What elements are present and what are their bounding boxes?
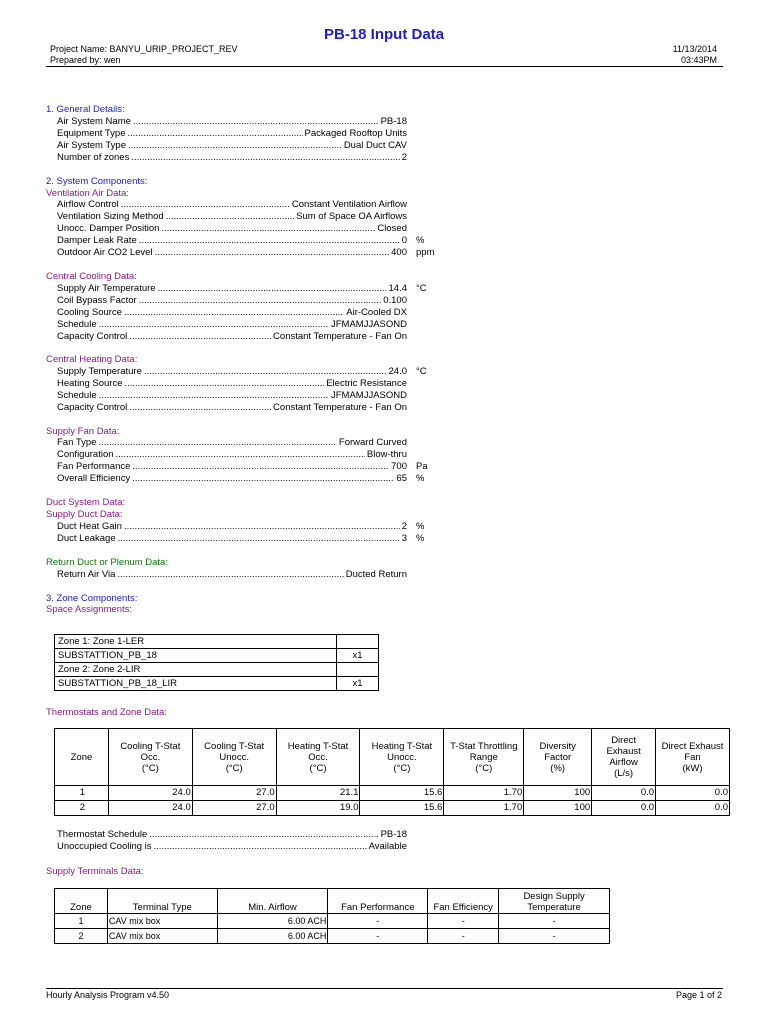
dot-leader xyxy=(131,152,399,164)
column-header xyxy=(328,889,428,914)
field-row xyxy=(57,211,407,223)
field-value: Sum of Space OA Airflows xyxy=(296,211,407,222)
dot-leader xyxy=(124,307,344,319)
column-header-line: (°C) xyxy=(309,762,327,774)
table-cell: 1.70 xyxy=(444,801,524,816)
field-value: 0.100 xyxy=(383,295,407,306)
table-cell: - xyxy=(499,914,610,929)
table-cell: 24.0 xyxy=(108,801,192,816)
column-header-line: Diversity xyxy=(539,740,576,752)
table-cell: 0.0 xyxy=(592,786,656,801)
table-cell: 6.00 ACH xyxy=(217,929,328,944)
table-row xyxy=(55,914,610,929)
field-row xyxy=(57,521,407,533)
field-row xyxy=(57,569,407,581)
project-name: Project Name: BANYU_URIP_PROJECT_REV xyxy=(50,44,238,54)
field-value: 400 xyxy=(391,247,407,258)
column-header-line: Fan xyxy=(684,751,701,763)
column-header-line: Range xyxy=(469,751,498,763)
column-header xyxy=(592,729,656,786)
field-label: Airflow Control xyxy=(57,199,119,210)
column-header-line: Exhaust xyxy=(606,746,641,757)
column-header xyxy=(192,729,276,786)
field-label: Ventilation Sizing Method xyxy=(57,211,164,222)
field-unit: % xyxy=(416,473,425,484)
field-label: Damper Leak Rate xyxy=(57,235,137,246)
terminal-heading: Supply Terminals Data: xyxy=(46,866,144,877)
space-assignments-heading: Space Assignments: xyxy=(46,604,133,615)
field-row xyxy=(57,390,407,402)
table-cell: 0.0 xyxy=(656,786,730,801)
field-row xyxy=(57,223,407,235)
dot-leader xyxy=(149,829,378,841)
program-version: Hourly Analysis Program v4.50 xyxy=(46,990,170,1000)
field-row xyxy=(57,461,407,473)
table-cell: 1 xyxy=(55,786,109,801)
field-row xyxy=(57,473,407,485)
field-value: 2 xyxy=(401,521,407,532)
field-value: Forward Curved xyxy=(338,437,407,448)
field-row xyxy=(57,152,407,164)
field-value: 65 xyxy=(396,473,407,484)
field-value: Constant Temperature - Fan On xyxy=(273,402,407,413)
column-header xyxy=(217,889,328,914)
field-value: Ducted Return xyxy=(345,569,407,580)
table-cell: - xyxy=(428,929,499,944)
field-value: Blow-thru xyxy=(366,449,407,460)
dot-leader xyxy=(121,199,290,211)
field-unit: ppm xyxy=(416,247,435,258)
field-value: Constant Ventilation Airflow xyxy=(291,199,407,210)
field-row xyxy=(57,402,407,414)
field-label: Supply Temperature xyxy=(57,366,142,377)
field-row xyxy=(57,140,407,152)
dot-leader xyxy=(132,461,389,473)
field-unit: °C xyxy=(416,366,427,377)
field-row xyxy=(57,247,407,259)
field-value: 2 xyxy=(401,152,407,163)
field-value: 0 xyxy=(401,235,407,246)
table-cell: 1 xyxy=(55,914,108,929)
field-row xyxy=(57,295,407,307)
supply-duct-heading: Supply Duct Data: xyxy=(46,509,123,520)
column-header xyxy=(55,889,108,914)
field-label: Heating Source xyxy=(57,378,123,389)
report-time: 03:43PM xyxy=(680,55,717,65)
field-unit: % xyxy=(416,533,425,544)
field-row xyxy=(57,437,407,449)
field-value: JFMAMJJASOND xyxy=(331,319,407,330)
field-label: Duct Leakage xyxy=(57,533,116,544)
column-header-line: Fan Efficiency xyxy=(433,902,493,913)
dot-leader xyxy=(124,521,400,533)
field-unit: Pa xyxy=(416,461,428,472)
table-cell: 27.0 xyxy=(192,786,276,801)
return-heading: Return Duct or Plenum Data: xyxy=(46,557,168,568)
table-cell: 15.6 xyxy=(360,801,444,816)
space-row xyxy=(55,677,379,691)
table-cell: - xyxy=(328,929,428,944)
space-multiplier-cell xyxy=(337,663,379,677)
table-row xyxy=(55,786,730,801)
dot-leader xyxy=(124,378,324,390)
column-header-line: T-Stat Throttling xyxy=(450,740,518,752)
space-name-cell: Zone 2: Zone 2-LIR xyxy=(55,663,337,677)
column-header-line: Unocc. xyxy=(219,751,249,763)
column-header-line: Cooling T-Stat xyxy=(204,740,265,752)
field-value: PB-18 xyxy=(380,116,407,127)
table-cell: CAV mix box xyxy=(107,914,217,929)
column-header-line: Zone xyxy=(70,902,92,913)
column-header xyxy=(499,889,610,914)
field-unit: % xyxy=(416,235,425,246)
dot-leader xyxy=(117,569,343,581)
page-number: Page 1 of 2 xyxy=(675,990,722,1000)
field-label: Thermostat Schedule xyxy=(57,829,148,840)
prepared-by: Prepared by: wen xyxy=(50,55,121,65)
column-header xyxy=(656,729,730,786)
field-row xyxy=(57,449,407,461)
dot-leader xyxy=(127,128,302,140)
column-header-line: (L/s) xyxy=(614,768,634,779)
column-header-line: Temperature xyxy=(527,902,581,913)
column-header-line: Direct xyxy=(611,735,636,746)
field-row xyxy=(57,235,407,247)
field-label: Schedule xyxy=(57,319,97,330)
space-name-cell: Zone 1: Zone 1-LER xyxy=(55,635,337,649)
footer-rule xyxy=(46,988,723,989)
table-cell: 0.0 xyxy=(592,801,656,816)
column-header-line: Unocc. xyxy=(387,751,417,763)
column-header xyxy=(107,889,217,914)
table-cell: 19.0 xyxy=(276,801,360,816)
column-header xyxy=(444,729,524,786)
dot-leader xyxy=(118,533,400,545)
field-row xyxy=(57,378,407,390)
table-row xyxy=(55,929,610,944)
field-label: Duct Heat Gain xyxy=(57,521,122,532)
dot-leader xyxy=(98,437,336,449)
field-label: Air System Type xyxy=(57,140,126,151)
column-header-line: (°C) xyxy=(393,762,411,774)
column-header xyxy=(428,889,499,914)
field-label: Return Air Via xyxy=(57,569,116,580)
field-row xyxy=(57,128,407,140)
field-row xyxy=(57,283,407,295)
general-heading: 1. General Details: xyxy=(46,104,125,115)
column-header xyxy=(55,729,109,786)
field-row xyxy=(57,319,407,331)
field-value: 700 xyxy=(391,461,407,472)
column-header-line: Occ. xyxy=(140,751,161,763)
dot-leader xyxy=(116,449,365,461)
dot-leader xyxy=(129,331,271,343)
thermostat-table xyxy=(54,728,730,816)
dot-leader xyxy=(132,473,394,485)
dot-leader xyxy=(133,116,379,128)
ventilation-heading: Ventilation Air Data: xyxy=(46,188,129,199)
space-multiplier-cell xyxy=(337,635,379,649)
field-row xyxy=(57,199,407,211)
field-label: Capacity Control xyxy=(57,331,128,342)
field-label: Fan Type xyxy=(57,437,97,448)
field-label: Air System Name xyxy=(57,116,131,127)
field-label: Outdoor Air CO2 Level xyxy=(57,247,153,258)
table-cell: 1.70 xyxy=(444,786,524,801)
field-row xyxy=(57,331,407,343)
column-header-line: Terminal Type xyxy=(132,902,192,913)
column-header-line: (°C) xyxy=(475,762,493,774)
field-label: Overall Efficiency xyxy=(57,473,131,484)
field-row xyxy=(57,307,407,319)
space-row xyxy=(55,663,379,677)
field-row xyxy=(57,116,407,128)
table-cell: - xyxy=(428,914,499,929)
space-multiplier-cell: x1 xyxy=(337,649,379,663)
field-value: PB-18 xyxy=(380,829,407,840)
field-row xyxy=(57,841,407,853)
heating-heading: Central Heating Data: xyxy=(46,354,138,365)
table-cell: 6.00 ACH xyxy=(217,914,328,929)
table-cell: 15.6 xyxy=(360,786,444,801)
zones-heading: 3. Zone Components: xyxy=(46,593,138,604)
field-value: JFMAMJJASOND xyxy=(331,390,407,401)
field-value: Closed xyxy=(377,223,407,234)
table-cell: - xyxy=(499,929,610,944)
column-header xyxy=(360,729,444,786)
dot-leader xyxy=(99,390,329,402)
table-cell: 2 xyxy=(55,929,108,944)
field-value: Available xyxy=(368,841,407,852)
column-header xyxy=(276,729,360,786)
field-row xyxy=(57,533,407,545)
column-header-line: Fan Performance xyxy=(341,902,415,913)
field-value: 3 xyxy=(401,533,407,544)
field-label: Schedule xyxy=(57,390,97,401)
field-value: 14.4 xyxy=(388,283,407,294)
dot-leader xyxy=(129,402,271,414)
column-header-line: Factor xyxy=(544,751,572,763)
field-value: 24.0 xyxy=(388,366,407,377)
table-cell: CAV mix box xyxy=(107,929,217,944)
dot-leader xyxy=(144,366,387,378)
header-rule xyxy=(46,66,723,67)
dot-leader xyxy=(158,283,387,295)
table-row xyxy=(55,801,730,816)
column-header-line: Heating T-Stat xyxy=(371,740,433,752)
field-row xyxy=(57,366,407,378)
cooling-heading: Central Cooling Data: xyxy=(46,271,137,282)
table-cell: - xyxy=(328,914,428,929)
field-value: Electric Resistance xyxy=(326,378,407,389)
column-header-line: (°C) xyxy=(141,762,159,774)
field-label: Configuration xyxy=(57,449,114,460)
field-label: Capacity Control xyxy=(57,402,128,413)
column-header-line: Min. Airflow xyxy=(248,902,297,913)
space-row xyxy=(55,649,379,663)
field-label: Supply Air Temperature xyxy=(57,283,156,294)
column-header-line: Direct Exhaust xyxy=(661,740,724,752)
dot-leader xyxy=(166,211,294,223)
table-cell: 0.0 xyxy=(656,801,730,816)
field-label: Number of zones xyxy=(57,152,130,163)
field-unit: °C xyxy=(416,283,427,294)
space-multiplier-cell: x1 xyxy=(337,677,379,691)
supply-terminals-table xyxy=(54,888,610,944)
field-label: Unoccupied Cooling is xyxy=(57,841,152,852)
field-label: Cooling Source xyxy=(57,307,122,318)
dot-leader xyxy=(139,295,381,307)
table-cell: 2 xyxy=(55,801,109,816)
dot-leader xyxy=(139,235,400,247)
field-value: Dual Duct CAV xyxy=(343,140,407,151)
tstat-heading: Thermostats and Zone Data: xyxy=(46,707,167,718)
duct-heading: Duct System Data: xyxy=(46,497,126,508)
field-label: Equipment Type xyxy=(57,128,126,139)
report-date: 11/13/2014 xyxy=(672,44,717,54)
column-header-line: Airflow xyxy=(609,757,638,768)
space-row xyxy=(55,635,379,649)
column-header-line: (°C) xyxy=(225,762,243,774)
dot-leader xyxy=(161,223,375,235)
table-cell: 100 xyxy=(524,801,592,816)
column-header-line: Design Supply xyxy=(523,891,585,902)
table-cell: 21.1 xyxy=(276,786,360,801)
dot-leader xyxy=(154,841,367,853)
column-header-line: Occ. xyxy=(308,751,328,763)
column-header-line: Heating T-Stat xyxy=(287,740,349,752)
field-label: Coil Bypass Factor xyxy=(57,295,137,306)
system-heading: 2. System Components: xyxy=(46,176,148,187)
field-value: Constant Temperature - Fan On xyxy=(273,331,407,342)
column-header-line: Cooling T-Stat xyxy=(120,740,181,752)
table-cell: 27.0 xyxy=(192,801,276,816)
field-value: Air-Cooled DX xyxy=(346,307,407,318)
fan-heading: Supply Fan Data: xyxy=(46,426,120,437)
field-label: Unocc. Damper Position xyxy=(57,223,160,234)
field-row xyxy=(57,829,407,841)
space-name-cell: SUBSTATTION_PB_18_LIR xyxy=(55,677,337,691)
column-header xyxy=(524,729,592,786)
dot-leader xyxy=(128,140,342,152)
space-name-cell: SUBSTATTION_PB_18 xyxy=(55,649,337,663)
column-header-line: Zone xyxy=(70,751,93,763)
table-cell: 24.0 xyxy=(108,786,192,801)
column-header-line: (%) xyxy=(550,762,566,774)
space-assignments-table xyxy=(54,634,379,691)
field-value: Packaged Rooftop Units xyxy=(304,128,407,139)
dot-leader xyxy=(99,319,329,331)
table-cell: 100 xyxy=(524,786,592,801)
field-label: Fan Performance xyxy=(57,461,131,472)
field-unit: % xyxy=(416,521,425,532)
column-header xyxy=(108,729,192,786)
dot-leader xyxy=(155,247,390,259)
column-header-line: (kW) xyxy=(682,762,703,774)
page-title: PB-18 Input Data xyxy=(323,26,444,43)
